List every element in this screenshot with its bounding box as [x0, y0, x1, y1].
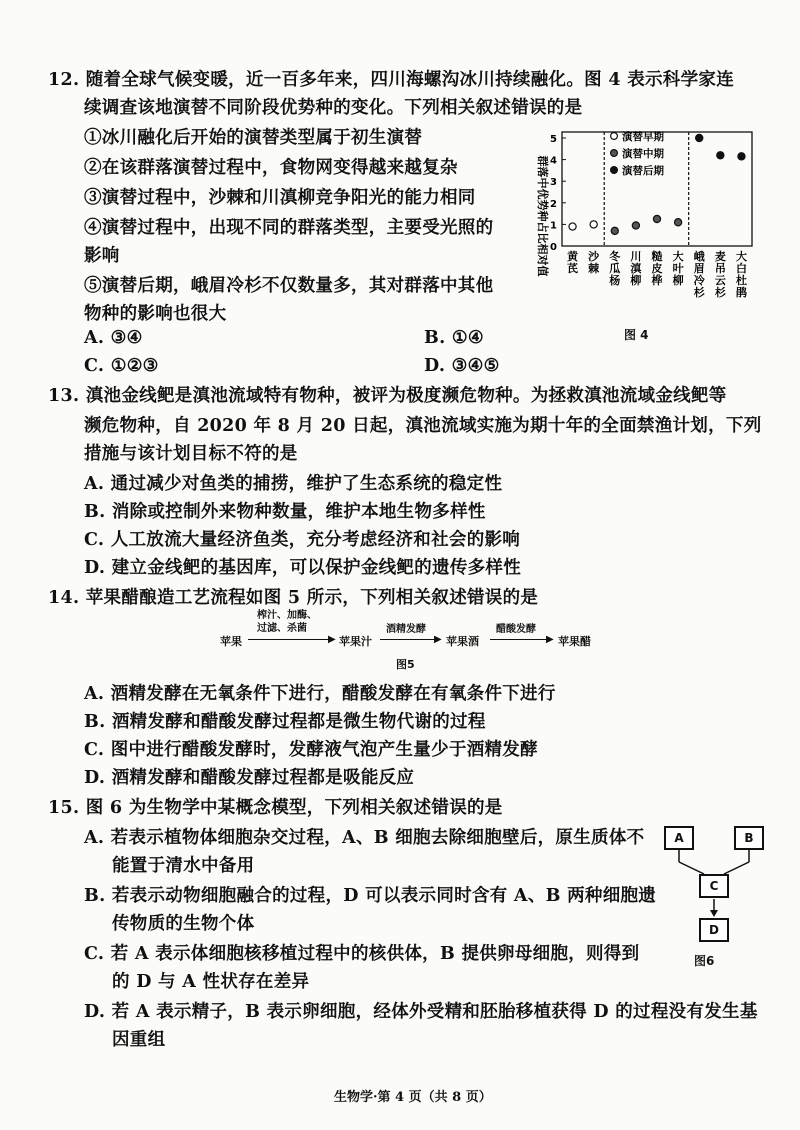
q12-statement-1: ①冰川融化后开始的演替类型属于初生演替 [84, 128, 423, 148]
legend-label: 演替中期 [622, 148, 664, 160]
data-point [675, 219, 682, 226]
y-axis-label: 群落中优势种占比相对值 [536, 155, 549, 277]
x-category-label: 麦 [714, 250, 726, 263]
flow-step-2: 酒精发酵 [386, 624, 426, 635]
x-category-label: 吊 [714, 262, 726, 275]
q12-stem-line1: 12. 随着全球气候变暖，近一百多年来，四川海螺沟冰川持续融化。图 4 表示科学家连 [48, 70, 734, 90]
q15-stem: 15. 图 6 为生物学中某概念模型，下列相关叙述错误的是 [48, 798, 503, 818]
flow-node-apple: 苹果 [220, 635, 242, 648]
y-tick-label: 3 [550, 177, 557, 189]
q12-statement-2: ②在该群落演替过程中，食物网变得越来越复杂 [84, 158, 458, 178]
y-tick-label: 1 [550, 220, 557, 232]
data-point [611, 227, 618, 234]
x-category-label: 冷 [693, 274, 705, 287]
flow-arrow-2 [380, 639, 438, 640]
q15-option-d-line1: D. 若 A 表示精子，B 表示卵细胞，经体外受精和胚胎移植获得 D 的过程没有发生基 [84, 1002, 758, 1022]
x-category-label: 杜 [735, 274, 747, 287]
y-tick-label: 2 [550, 198, 557, 210]
x-category-label: 叶 [672, 262, 684, 275]
figure-4-caption: 图 4 [624, 328, 649, 342]
q13-option-c: C. 人工放流大量经济鱼类，充分考虑经济和社会的影响 [84, 530, 521, 550]
box-b: B [734, 826, 764, 850]
flow-arrowhead-3: ▶ [546, 634, 554, 645]
x-category-label: 杉 [693, 286, 705, 299]
x-category-label: 滇 [630, 262, 642, 275]
flow-arrow-1 [248, 639, 332, 640]
q13-stem-line3: 措施与该计划目标不符的是 [84, 444, 298, 464]
box-c: C [699, 874, 729, 898]
legend-marker [611, 133, 618, 140]
q13-option-b: B. 消除或控制外来物种数量，维护本地生物多样性 [84, 502, 486, 522]
data-point [717, 152, 724, 159]
legend-label: 演替后期 [622, 165, 664, 177]
flow-node-apple-wine: 苹果酒 [446, 635, 479, 648]
x-category-label: 桦 [651, 274, 663, 287]
box-d: D [699, 918, 729, 942]
x-category-label: 柳 [672, 274, 684, 287]
x-category-label: 云 [714, 274, 726, 287]
x-category-label: 眉 [693, 262, 705, 275]
q14-stem: 14. 苹果醋酿造工艺流程如图 5 所示，下列相关叙述错误的是 [48, 588, 539, 608]
legend-marker [611, 150, 618, 157]
data-point [569, 223, 576, 230]
x-category-label: 峨 [693, 250, 705, 263]
q14-option-d: D. 酒精发酵和醋酸发酵过程都是吸能反应 [84, 768, 415, 788]
x-category-label: 鹃 [735, 286, 747, 299]
q15-option-a-line1: A. 若表示植物体细胞杂交过程，A、B 细胞去除细胞壁后，原生质体不 [84, 828, 645, 848]
flow-arrow-3 [490, 639, 550, 640]
data-point [632, 222, 639, 229]
y-tick-label: 5 [550, 134, 557, 145]
flow-step-1-bottom: 过滤、杀菌 [257, 623, 307, 634]
x-category-label: 瓜 [609, 262, 621, 275]
x-category-label: 白 [735, 262, 747, 275]
x-category-label: 大 [672, 250, 684, 263]
flow-node-apple-juice: 苹果汁 [339, 635, 372, 648]
page-footer: 生物学·第 4 页（共 8 页） [334, 1090, 492, 1105]
chart-legend [611, 130, 665, 177]
q13-stem-line2: 濒危物种，自 2020 年 8 月 20 日起，滇池流域实施为期十年的全面禁渔计划，下列 [84, 416, 762, 436]
figure-5-flowchart [200, 606, 620, 652]
x-category-label: 芪 [567, 262, 579, 275]
q15-option-c-line1: C. 若 A 表示体细胞核移植过程中的核供体，B 提供卵母细胞，则得到 [84, 944, 640, 964]
q13-option-d: D. 建立金线鲃的基因库，可以保护金线鲃的遗传多样性 [84, 558, 522, 578]
q15-option-a-line2: 能置于清水中备用 [112, 856, 255, 876]
figure-6-diagram [660, 822, 770, 952]
data-point [590, 221, 597, 228]
q15-option-b-line2: 传物质的生物个体 [112, 914, 255, 934]
y-tick-label: 4 [550, 155, 557, 167]
flow-step-1-top: 榨汁、加酶、 [257, 610, 317, 621]
q15-option-b-line1: B. 若表示动物细胞融合的过程，D 可以表示同时含有 A、B 两种细胞遗 [84, 886, 657, 906]
y-tick-label: 0 [550, 242, 557, 253]
q12-option-b: B. ①④ [424, 328, 484, 348]
x-category-label: 大 [735, 250, 747, 263]
data-point [653, 215, 660, 222]
flow-arrowhead-2: ▶ [434, 634, 442, 645]
box-a: A [664, 826, 694, 850]
x-category-label: 杉 [714, 286, 726, 299]
legend-marker [611, 167, 618, 174]
x-category-label: 糙 [651, 250, 663, 263]
data-point [696, 134, 703, 141]
q13-stem-line1: 13. 滇池金线鲃是滇池流域特有物种，被评为极度濒危物种。为拯救滇池流域金线鲃等 [48, 386, 727, 406]
flow-arrowhead-1: ▶ [328, 634, 336, 645]
q12-option-a: A. ③④ [84, 328, 143, 348]
q14-option-b: B. 酒精发酵和醋酸发酵过程都是微生物代谢的过程 [84, 712, 486, 732]
q12-statement-5-line1: ⑤演替后期，峨眉冷杉不仅数量多，其对群落中其他 [84, 276, 494, 296]
legend-label: 演替早期 [622, 131, 664, 143]
q14-option-c: C. 图中进行醋酸发酵时，发酵液气泡产生量少于酒精发酵 [84, 740, 538, 760]
x-category-label: 皮 [651, 262, 663, 275]
figure-4-chart [516, 124, 756, 320]
q12-statement-5-line2: 物种的影响也很大 [84, 304, 227, 324]
x-category-label: 杨 [609, 274, 621, 287]
x-category-label: 黄 [567, 250, 579, 263]
q12-option-d: D. ③④⑤ [424, 356, 500, 376]
q13-option-a: A. 通过减少对鱼类的捕捞，维护了生态系统的稳定性 [84, 474, 503, 494]
figure-5-caption: 图5 [396, 658, 415, 671]
q15-option-c-line2: 的 D 与 A 性状存在差异 [112, 972, 310, 992]
q12-statement-4-line2: 影响 [84, 246, 120, 266]
data-point [738, 153, 745, 160]
q14-option-a: A. 酒精发酵在无氧条件下进行，醋酸发酵在有氧条件下进行 [84, 684, 556, 704]
flow-node-apple-vinegar: 苹果醋 [558, 635, 591, 648]
x-category-label: 川 [630, 250, 642, 263]
x-category-label: 柳 [630, 274, 642, 287]
q15-option-d-line2: 因重组 [112, 1030, 166, 1050]
q12-statement-4-line1: ④演替过程中，出现不同的群落类型，主要受光照的 [84, 218, 494, 238]
q12-stem-line2: 续调查该地演替不同阶段优势种的变化。下列相关叙述错误的是 [84, 98, 583, 118]
x-category-label: 棘 [588, 262, 600, 275]
x-category-label: 冬 [609, 250, 621, 263]
flow-step-3: 醋酸发酵 [496, 624, 536, 635]
x-category-label: 沙 [588, 250, 600, 263]
q12-statement-3: ③演替过程中，沙棘和川滇柳竞争阳光的能力相同 [84, 188, 476, 208]
q12-option-c: C. ①②③ [84, 356, 159, 376]
figure-6-caption: 图6 [694, 954, 715, 968]
